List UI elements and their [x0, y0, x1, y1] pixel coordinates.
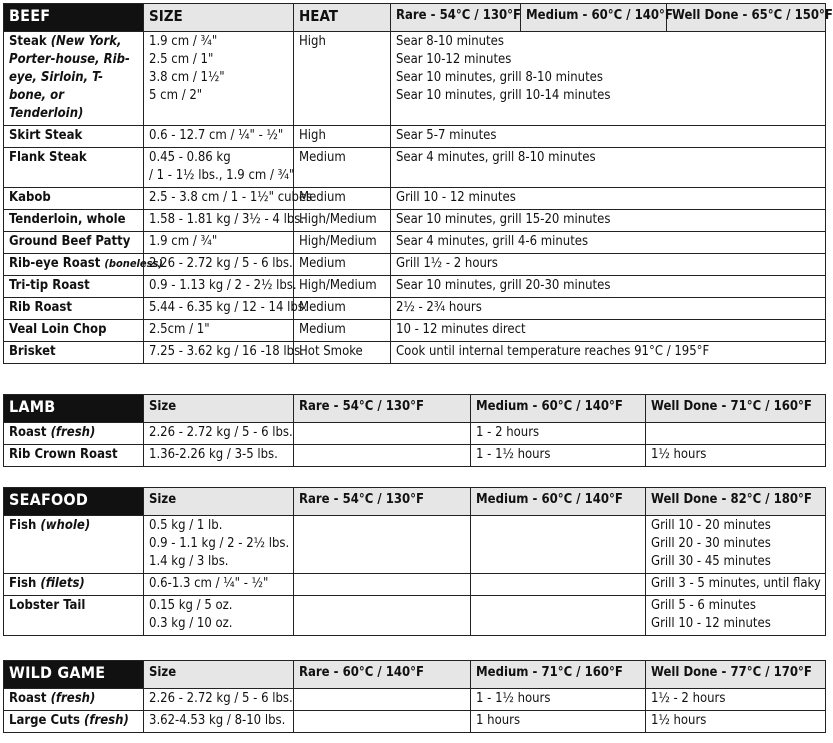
- heat-value: Medium: [299, 190, 346, 205]
- medium-cell: [471, 516, 646, 574]
- table-row: [4, 188, 826, 210]
- heat-cell: [294, 276, 391, 298]
- size-cell: [144, 298, 308, 320]
- size-cell: [144, 596, 294, 636]
- size-cell: [144, 445, 294, 467]
- wild-game-medium-header: Medium - 71°C / 160°F: [471, 661, 646, 689]
- game-cut-name-cell: [4, 689, 144, 711]
- heat-value: Hot Smoke: [299, 344, 363, 359]
- table-row: [4, 711, 826, 733]
- medium-cell: [471, 711, 646, 733]
- seafood-welldone-header: Well Done - 82°C / 180°F: [646, 488, 826, 516]
- cook-instruction: Sear 4 minutes, grill 8-10 minutes: [396, 150, 596, 165]
- beef-body: [4, 32, 826, 364]
- size-cell: [144, 126, 294, 148]
- size-value: 0.45 - 0.86 kg: [149, 150, 231, 165]
- cut-name: Rib Crown Roast: [9, 447, 118, 462]
- well-instruction: 1½ hours: [651, 447, 707, 462]
- size-value: / 1 - 1½ lbs., 1.9 cm / ¾": [149, 168, 295, 183]
- cut-note: (fresh): [50, 425, 96, 440]
- size-value: 2.5 - 3.8 cm / 1 - 1½" cubes: [149, 190, 313, 205]
- beef-cut-name-cell: [4, 254, 163, 276]
- size-cell: [144, 210, 305, 232]
- size-cell: [144, 689, 294, 711]
- table-row: [4, 32, 826, 126]
- heat-cell: [294, 254, 391, 276]
- table-row: [4, 574, 826, 596]
- well-instruction: Grill 20 - 30 minutes: [651, 536, 771, 551]
- cook-instruction: Sear 4 minutes, grill 4-6 minutes: [396, 234, 589, 249]
- size-value: 0.15 kg / 5 oz.: [149, 598, 233, 613]
- medium-instruction: 1 - 1½ hours: [476, 691, 551, 706]
- cut-note: (whole): [40, 518, 91, 533]
- seafood-body: [4, 516, 826, 636]
- size-value: 2.26 - 2.72 kg / 5 - 6 lbs.: [149, 425, 293, 440]
- cook-instruction: Sear 10 minutes, grill 10-14 minutes: [396, 88, 611, 103]
- heat-value: Medium: [299, 256, 346, 271]
- table-row: [4, 254, 826, 276]
- beef-cut-name-cell: [4, 232, 144, 254]
- seafood-cut-name-cell: [4, 574, 144, 596]
- size-value: 1.9 cm / ¾": [149, 234, 218, 249]
- cook-instruction: Cook until internal temperature reaches 91°C / 195°F: [396, 344, 710, 359]
- size-value: 1.4 kg / 3 lbs.: [149, 554, 229, 569]
- medium-instruction: 1 - 1½ hours: [476, 447, 551, 462]
- cook-instructions-cell: [391, 188, 826, 210]
- size-value: 3.62-4.53 kg / 8-10 lbs.: [149, 713, 286, 728]
- cook-instruction: 10 - 12 minutes direct: [396, 322, 526, 337]
- size-value: 5.44 - 6.35 kg / 12 - 14 lbs.: [149, 300, 308, 315]
- seafood-medium-header: Medium - 60°C / 140°F: [471, 488, 646, 516]
- table-row: [4, 445, 826, 467]
- cook-instruction: Sear 8-10 minutes: [396, 34, 504, 49]
- seafood-rare-header: Rare - 54°C / 130°F: [294, 488, 471, 516]
- beef-cut-name-cell: [4, 126, 144, 148]
- table-row: [4, 320, 826, 342]
- size-value: 0.6 - 12.7 cm / ¼" - ½": [149, 128, 284, 143]
- size-value: 7.25 - 3.62 kg / 16 -18 lbs.: [149, 344, 304, 359]
- wild-game-header-row: [4, 661, 826, 689]
- table-row: [4, 276, 826, 298]
- cook-instructions-cell: [391, 210, 826, 232]
- cook-instructions-cell: [391, 254, 826, 276]
- beef-cut-name-cell: [4, 188, 144, 210]
- size-value: 0.6-1.3 cm / ¼" - ½": [149, 576, 269, 591]
- beef-cut-name-cell: [4, 210, 144, 232]
- heat-value: High: [299, 128, 326, 143]
- size-value: 0.9 - 1.1 kg / 2 - 2½ lbs.: [149, 536, 290, 551]
- well-cell: [646, 574, 826, 596]
- cut-name: Ground Beef Patty: [9, 234, 131, 249]
- table-row: [4, 232, 826, 254]
- cut-note: (filets): [40, 576, 85, 591]
- cook-instructions-cell: [391, 320, 826, 342]
- cut-name: Fish: [9, 576, 37, 591]
- size-value: 2.5 cm / 1": [149, 52, 214, 67]
- well-instruction: Grill 10 - 20 minutes: [651, 518, 771, 533]
- size-cell: [144, 276, 297, 298]
- rare-cell: [294, 574, 471, 596]
- size-cell: [144, 574, 294, 596]
- heat-cell: [294, 320, 391, 342]
- heat-cell: [294, 232, 391, 254]
- heat-cell: [294, 148, 391, 188]
- heat-value: Medium: [299, 300, 346, 315]
- wild-game-table: [3, 660, 826, 733]
- lamb-medium-header: Medium - 60°C / 140°F: [471, 395, 646, 423]
- lamb-size-header: Size: [144, 395, 294, 423]
- lamb-table: [3, 394, 826, 467]
- cook-instructions-cell: [391, 148, 826, 188]
- size-cell: [144, 516, 294, 574]
- cut-note: (fresh): [50, 691, 96, 706]
- beef-section-title: BEEF: [4, 4, 144, 32]
- rare-cell: [294, 596, 471, 636]
- cook-instruction: Sear 10 minutes, grill 20-30 minutes: [396, 278, 611, 293]
- wild-game-size-header: Size: [144, 661, 294, 689]
- cut-name: Lobster Tail: [9, 598, 86, 613]
- rare-cell: [294, 516, 471, 574]
- medium-instruction: 1 hours: [476, 713, 521, 728]
- table-row: [4, 148, 826, 188]
- lamb-cut-name-cell: [4, 445, 144, 467]
- size-cell: [144, 254, 294, 276]
- table-row: [4, 423, 826, 445]
- beef-cut-name-cell: [4, 298, 144, 320]
- beef-cut-name-cell: [4, 342, 144, 364]
- beef-cut-name-cell: [4, 320, 144, 342]
- cook-instructions-cell: [391, 32, 826, 126]
- cook-instruction: Sear 5-7 minutes: [396, 128, 497, 143]
- seafood-cut-name-cell: [4, 516, 144, 574]
- beef-size-header: SIZE: [144, 4, 294, 32]
- size-value: 1.58 - 1.81 kg / 3½ - 4 lbs.: [149, 212, 305, 227]
- medium-cell: [471, 574, 646, 596]
- table-row: [4, 596, 826, 636]
- cut-name: Skirt Steak: [9, 128, 83, 143]
- rare-cell: [294, 711, 471, 733]
- size-cell: [144, 148, 294, 188]
- seafood-cut-name-cell: [4, 596, 144, 636]
- beef-cut-name-cell: [4, 32, 144, 126]
- size-cell: [144, 711, 294, 733]
- wild-game-welldone-header: Well Done - 77°C / 170°F: [646, 661, 826, 689]
- well-cell: [646, 596, 826, 636]
- lamb-body: [4, 423, 826, 467]
- table-row: [4, 210, 826, 232]
- beef-table: [3, 3, 833, 364]
- size-value: 1.36-2.26 kg / 3-5 lbs.: [149, 447, 278, 462]
- heat-value: Medium: [299, 322, 346, 337]
- heat-cell: [294, 298, 391, 320]
- cook-instruction: Grill 10 - 12 minutes: [396, 190, 516, 205]
- well-cell: [646, 689, 826, 711]
- well-instruction: 1½ - 2 hours: [651, 691, 726, 706]
- size-value: 2.26 - 2.72 kg / 5 - 6 lbs.: [149, 256, 293, 271]
- cut-name: Flank Steak: [9, 150, 87, 165]
- size-value: 0.3 kg / 10 oz.: [149, 616, 233, 631]
- cook-instruction: Sear 10 minutes, grill 8-10 minutes: [396, 70, 603, 85]
- well-instruction: 1½ hours: [651, 713, 707, 728]
- cook-instructions-cell: [391, 126, 826, 148]
- cook-instruction: Sear 10-12 minutes: [396, 52, 512, 67]
- table-row: [4, 126, 826, 148]
- table-row: [4, 689, 826, 711]
- heat-cell: [294, 210, 391, 232]
- lamb-header-row: [4, 395, 826, 423]
- heat-value: Medium: [299, 150, 346, 165]
- well-instruction: Grill 30 - 45 minutes: [651, 554, 771, 569]
- cut-name: Rib Roast: [9, 300, 72, 315]
- size-cell: [144, 320, 294, 342]
- size-value: 0.9 - 1.13 kg / 2 - 2½ lbs.: [149, 278, 297, 293]
- medium-cell: [471, 445, 646, 467]
- beef-cut-name-cell: [4, 148, 144, 188]
- beef-medium-header: Medium - 60°C / 140°F: [521, 4, 667, 32]
- beef-cut-name-cell: [4, 276, 144, 298]
- cook-instructions-cell: [391, 298, 826, 320]
- cut-note: (fresh): [84, 713, 129, 728]
- medium-cell: [471, 596, 646, 636]
- cut-note: (boneless): [104, 257, 163, 270]
- heat-cell: [294, 342, 391, 364]
- table-row: [4, 342, 826, 364]
- well-instruction: Grill 3 - 5 minutes, until flaky: [651, 576, 821, 591]
- cut-name: Tri-tip Roast: [9, 278, 90, 293]
- well-instruction: Grill 5 - 6 minutes: [651, 598, 756, 613]
- medium-cell: [471, 423, 646, 445]
- lamb-cut-name-cell: [4, 423, 144, 445]
- cut-name: Fish: [9, 518, 37, 533]
- heat-cell: [294, 126, 391, 148]
- size-value: 1.9 cm / ¾": [149, 34, 218, 49]
- rare-cell: [294, 445, 471, 467]
- seafood-size-header: Size: [144, 488, 294, 516]
- beef-header-row: [4, 4, 826, 32]
- cut-name: Roast: [9, 425, 47, 440]
- size-value: 0.5 kg / 1 lb.: [149, 518, 223, 533]
- medium-instruction: 1 - 2 hours: [476, 425, 540, 440]
- well-instruction: Grill 10 - 12 minutes: [651, 616, 771, 631]
- cook-instructions-cell: [391, 342, 826, 364]
- well-cell: [646, 423, 826, 445]
- size-value: 2.26 - 2.72 kg / 5 - 6 lbs.: [149, 691, 293, 706]
- rare-cell: [294, 689, 471, 711]
- size-cell: [144, 232, 294, 254]
- size-cell: [144, 188, 313, 210]
- table-row: [4, 516, 826, 574]
- cut-name: Veal Loin Chop: [9, 322, 107, 337]
- lamb-welldone-header: Well Done - 71°C / 160°F: [646, 395, 826, 423]
- seafood-table: [3, 487, 826, 636]
- seafood-header-row: [4, 488, 826, 516]
- size-value: 3.8 cm / 1½": [149, 70, 225, 85]
- cut-name: Kabob: [9, 190, 51, 205]
- well-cell: [646, 711, 826, 733]
- wild-game-rare-header: Rare - 60°C / 140°F: [294, 661, 471, 689]
- beef-welldone-header: Well Done - 65°C / 150°F: [667, 4, 826, 32]
- beef-rare-header: Rare - 54°C / 130°F: [391, 4, 521, 32]
- heat-cell: [294, 188, 391, 210]
- cook-instruction: 2½ - 2¾ hours: [396, 300, 482, 315]
- cut-name: Large Cuts: [9, 713, 80, 728]
- wild-game-section-title: WILD GAME: [4, 661, 144, 689]
- cook-instructions-cell: [391, 276, 826, 298]
- cut-name: Steak: [9, 34, 47, 49]
- rare-cell: [294, 423, 471, 445]
- wild-game-body: [4, 689, 826, 733]
- size-value: 2.5cm / 1": [149, 322, 210, 337]
- lamb-rare-header: Rare - 54°C / 130°F: [294, 395, 471, 423]
- cook-instruction: Sear 10 minutes, grill 15-20 minutes: [396, 212, 611, 227]
- medium-cell: [471, 689, 646, 711]
- seafood-section-title: SEAFOOD: [4, 488, 144, 516]
- well-cell: [646, 516, 826, 574]
- cut-name: Brisket: [9, 344, 56, 359]
- cook-instruction: Grill 1½ - 2 hours: [396, 256, 498, 271]
- table-row: [4, 298, 826, 320]
- game-cut-name-cell: [4, 711, 144, 733]
- heat-value: High/Medium: [299, 234, 377, 249]
- beef-heat-header: HEAT: [294, 4, 391, 32]
- cut-name: Rib-eye Roast: [9, 256, 101, 271]
- size-cell: [144, 423, 294, 445]
- lamb-section-title: LAMB: [4, 395, 144, 423]
- heat-value: High: [299, 34, 326, 49]
- size-cell: [144, 32, 294, 126]
- heat-cell: [294, 32, 391, 126]
- cut-note: (New York, Porter-house, Rib-eye, Sirloin, T-bone, or Tenderloin): [9, 34, 130, 121]
- heat-value: High/Medium: [299, 278, 377, 293]
- well-cell: [646, 445, 826, 467]
- size-cell: [144, 342, 304, 364]
- size-value: 5 cm / 2": [149, 88, 203, 103]
- cut-name: Tenderloin, whole: [9, 212, 126, 227]
- cut-name: Roast: [9, 691, 47, 706]
- heat-value: High/Medium: [299, 212, 377, 227]
- cook-instructions-cell: [391, 232, 826, 254]
